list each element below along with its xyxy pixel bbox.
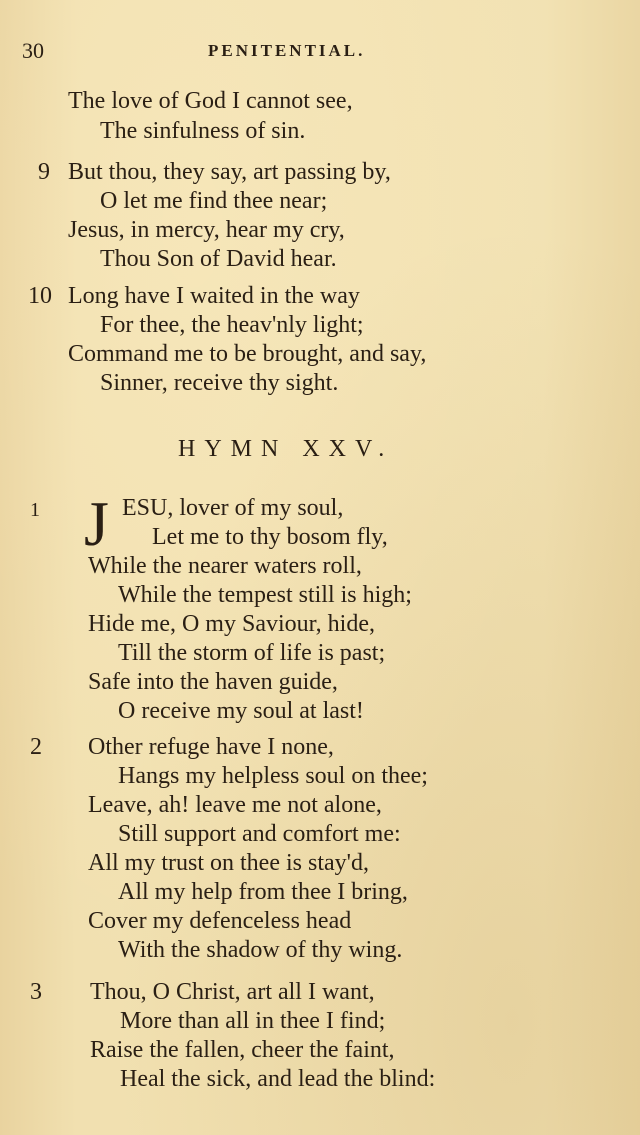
verse-line: Heal the sick, and lead the blind: (120, 1066, 436, 1092)
verse-line: Sinner, receive thy sight. (100, 370, 339, 396)
verse-line: O let me find thee near; (100, 188, 328, 214)
verse-line: Let me to thy bosom fly, (152, 524, 388, 550)
verse-line: With the shadow of thy wing. (118, 937, 403, 963)
verse-line: ESU, lover of my soul, (122, 495, 344, 521)
verse-line: Thou, O Christ, art all I want, (90, 979, 375, 1005)
verse-line: For thee, the heav'nly light; (100, 312, 364, 338)
page-number: 30 (22, 38, 44, 63)
running-title: PENITENTIAL. (208, 41, 366, 60)
verse-line: The love of God I cannot see, (68, 88, 353, 114)
verse-line: But thou, they say, art passing by, (68, 159, 391, 185)
verse-line: All my help from thee I bring, (118, 879, 408, 905)
verse-line: Other refuge have I none, (88, 734, 334, 760)
verse-line: Leave, ah! leave me not alone, (88, 792, 382, 818)
verse-line: While the nearer waters roll, (88, 553, 362, 579)
hymn-title: HYMN XXV. (178, 436, 394, 462)
stanza-number: 3 (30, 979, 42, 1005)
verse-line: While the tempest still is high; (118, 582, 412, 608)
verse-line: Safe into the haven guide, (88, 669, 338, 695)
verse-line: Raise the fallen, cheer the faint, (90, 1037, 395, 1063)
verse-line: O receive my soul at last! (118, 698, 364, 724)
drop-cap: J (84, 488, 109, 559)
verse-line: Jesus, in mercy, hear my cry, (68, 217, 345, 243)
verse-line: Still support and comfort me: (118, 821, 401, 847)
verse-line: Command me to be brought, and say, (68, 341, 427, 367)
verse-line: Long have I waited in the way (68, 283, 360, 309)
verse-line: More than all in thee I find; (120, 1008, 386, 1034)
stanza-number: 9 (38, 159, 50, 185)
verse-line: All my trust on thee is stay'd, (88, 850, 369, 876)
verse-line: Cover my defenceless head (88, 908, 352, 934)
verse-line: The sinfulness of sin. (100, 118, 306, 144)
stanza-number: 2 (30, 734, 42, 760)
verse-line: Thou Son of David hear. (100, 246, 337, 272)
verse-line: Hide me, O my Saviour, hide, (88, 611, 375, 637)
stanza-number: 1 (30, 499, 40, 521)
verse-line: Till the storm of life is past; (118, 640, 386, 666)
verse-line: Hangs my helpless soul on thee; (118, 763, 428, 789)
stanza-number: 10 (28, 283, 52, 309)
